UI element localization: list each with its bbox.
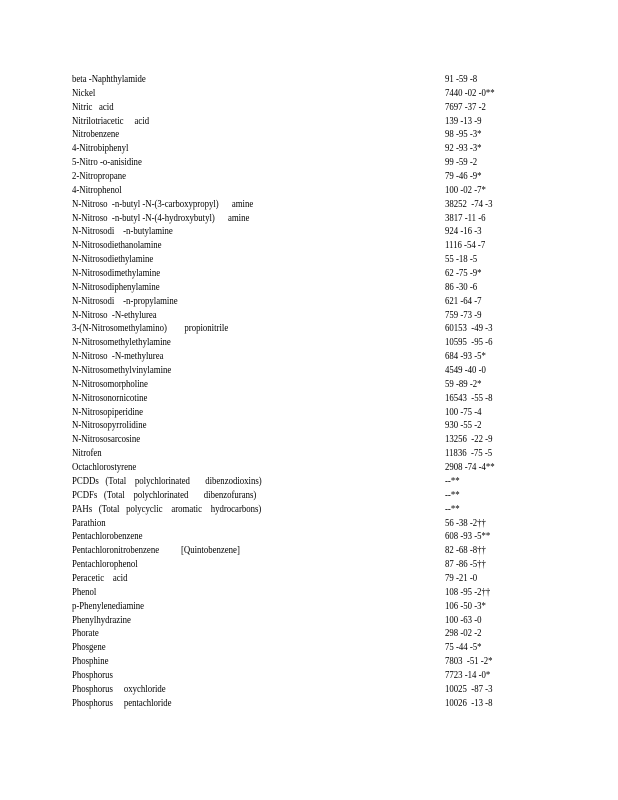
- chemical-name: Nitrofen: [72, 448, 102, 460]
- cas-number: --**: [445, 475, 460, 487]
- cas-number: 108 -95 -2††: [445, 586, 491, 598]
- cas-number: 99 -59 -2: [445, 157, 478, 169]
- chemical-name: N-Nitroso -N-ethylurea: [72, 309, 157, 321]
- cas-number: 4549 -40 -0: [445, 365, 486, 377]
- chemical-name: Phenol: [72, 586, 97, 598]
- cas-number: 87 -86 -5††: [445, 559, 486, 571]
- list-item: [72, 586, 552, 600]
- list-item: [72, 212, 552, 226]
- chemical-name: 3-(N-Nitrosomethylamino) propionitrile: [72, 323, 229, 335]
- chemical-name: Octachlorostyrene: [72, 462, 137, 474]
- cas-number: 92 -93 -3*: [445, 143, 482, 155]
- cas-number: 10026 -13 -8: [445, 697, 493, 709]
- cas-number: 16543 -55 -8: [445, 392, 493, 404]
- chemical-name: beta -Naphthylamide: [72, 74, 146, 85]
- cas-number: --**: [445, 503, 460, 515]
- chemical-name: N-Nitrosodimethylamine: [72, 268, 161, 280]
- list-item: [72, 73, 552, 87]
- cas-number: 79 -46 -9*: [445, 171, 482, 183]
- cas-number: 924 -16 -3: [445, 226, 482, 238]
- list-item: [72, 627, 552, 641]
- chemical-name: Nitrilotriacetic acid: [72, 115, 150, 127]
- list-item: [72, 517, 552, 531]
- chemical-name: Peracetic acid: [72, 572, 128, 584]
- list-item: [72, 198, 552, 212]
- cas-number: 75 -44 -5*: [445, 642, 482, 654]
- cas-number: 7723 -14 -0*: [445, 669, 491, 681]
- list-item: [72, 419, 552, 433]
- cas-number: 62 -75 -9*: [445, 268, 482, 280]
- list-item: [72, 655, 552, 669]
- chemical-name: PAHs (Total polycyclic aromatic hydrocarbons): [72, 503, 262, 515]
- cas-number: 7440 -02 -0**: [445, 87, 495, 99]
- list-item: [72, 669, 552, 683]
- chemical-name: N-Nitrosonornicotine: [72, 392, 148, 404]
- chemical-name: Phosphine: [72, 656, 109, 668]
- list-item: [72, 461, 552, 475]
- chemical-name: Phenylhydrazine: [72, 614, 131, 626]
- chemical-name: 4-Nitrobiphenyl: [72, 143, 129, 155]
- cas-number: 106 -50 -3*: [445, 600, 486, 612]
- list-item: [72, 392, 552, 406]
- cas-number: 100 -75 -4: [445, 406, 482, 418]
- chemical-name: PCDDs (Total polychlorinated dibenzodioxins): [72, 475, 262, 487]
- cas-number: 59 -89 -2*: [445, 378, 482, 390]
- chemical-name: Nitrobenzene: [72, 129, 120, 141]
- cas-number: 91 -59 -8: [445, 74, 478, 85]
- chemical-name: N-Nitrosomethylethylamine: [72, 337, 171, 349]
- chemical-name: Pentachloronitrobenzene [Quintobenzene]: [72, 545, 240, 557]
- list-item: [72, 572, 552, 586]
- cas-number: 608 -93 -5**: [445, 531, 491, 543]
- list-item: [72, 503, 552, 517]
- cas-number: 621 -64 -7: [445, 295, 482, 307]
- chemical-name: 2-Nitropropane: [72, 171, 127, 183]
- chemical-name: Pentachlorophenol: [72, 559, 138, 571]
- list-item: [72, 558, 552, 572]
- list-item: [72, 447, 552, 461]
- list-item: [72, 697, 552, 711]
- cas-number: 1116 -54 -7: [445, 240, 486, 252]
- list-item: [72, 475, 552, 489]
- chemical-name: Phosgene: [72, 642, 106, 654]
- list-item: [72, 309, 552, 323]
- list-item: [72, 544, 552, 558]
- chemical-name: Phosphorus oxychloride: [72, 683, 166, 695]
- cas-number: 13256 -22 -9: [445, 434, 493, 446]
- chemical-name: N-Nitroso -n-butyl -N-(4-hydroxybutyl) amine: [72, 212, 250, 224]
- list-item: [72, 87, 552, 101]
- chemical-name: Parathion: [72, 517, 106, 529]
- cas-number: 100 -02 -7*: [445, 184, 486, 196]
- list-item: [72, 170, 552, 184]
- chemical-name: p-Phenylenediamine: [72, 600, 145, 612]
- list-item: [72, 295, 552, 309]
- list-item: [72, 101, 552, 115]
- cas-number: 11836 -75 -5: [445, 448, 493, 460]
- chemical-name: Phosphorus: [72, 669, 113, 681]
- chemical-name: Nickel: [72, 87, 96, 99]
- cas-number: 759 -73 -9: [445, 309, 482, 321]
- list-item: [72, 614, 552, 628]
- chemical-name: N-Nitrosodiethylamine: [72, 254, 154, 266]
- list-item: [72, 350, 552, 364]
- chemical-name: Nitric acid: [72, 101, 114, 113]
- chemical-name: 5-Nitro -o-anisidine: [72, 157, 142, 169]
- cas-number: 86 -30 -6: [445, 281, 478, 293]
- cas-number: 3817 -11 -6: [445, 212, 486, 224]
- list-item: [72, 239, 552, 253]
- chemical-name: Phorate: [72, 628, 99, 640]
- cas-number: 60153 -49 -3: [445, 323, 493, 335]
- cas-number: 7697 -37 -2: [445, 101, 486, 113]
- list-item: [72, 600, 552, 614]
- cas-number: 79 -21 -0: [445, 572, 478, 584]
- list-item: [72, 489, 552, 503]
- cas-number: 930 -55 -2: [445, 420, 482, 432]
- chemical-name: Pentachlorobenzene: [72, 531, 143, 543]
- list-item: [72, 683, 552, 697]
- list-item: [72, 225, 552, 239]
- chemical-name: Phosphorus pentachloride: [72, 697, 172, 709]
- list-item: [72, 336, 552, 350]
- cas-number: 684 -93 -5*: [445, 351, 486, 363]
- list-item: [72, 364, 552, 378]
- cas-number: 139 -13 -9: [445, 115, 482, 127]
- chemical-name: N-Nitrosomorpholine: [72, 378, 148, 390]
- chemical-name: N-Nitrososarcosine: [72, 434, 141, 446]
- cas-number: 100 -63 -0: [445, 614, 482, 626]
- chemical-name: N-Nitroso -N-methylurea: [72, 351, 164, 363]
- list-item: [72, 184, 552, 198]
- chemical-name: N-Nitrosomethylvinylamine: [72, 365, 172, 377]
- list-item: [72, 406, 552, 420]
- cas-number: 10595 -95 -6: [445, 337, 493, 349]
- list-item: [72, 530, 552, 544]
- cas-number: 298 -02 -2: [445, 628, 482, 640]
- cas-number: 38252 -74 -3: [445, 198, 493, 210]
- cas-number: 7803 -51 -2*: [445, 656, 493, 668]
- list-item: [72, 281, 552, 295]
- chemical-name: PCDFs (Total polychlorinated dibenzofurans): [72, 489, 257, 501]
- cas-number: 56 -38 -2††: [445, 517, 486, 529]
- chemical-name: N-Nitrosopyrrolidine: [72, 420, 147, 432]
- list-item: [72, 641, 552, 655]
- cas-number: 82 -68 -8††: [445, 545, 486, 557]
- list-item: [72, 378, 552, 392]
- list-item: [72, 156, 552, 170]
- cas-number: --**: [445, 489, 460, 501]
- cas-number: 2908 -74 -4**: [445, 462, 495, 474]
- chemical-name: 4-Nitrophenol: [72, 184, 122, 196]
- list-item: [72, 142, 552, 156]
- list-item: [72, 115, 552, 129]
- chemical-name: N-Nitrosodiphenylamine: [72, 281, 160, 293]
- list-item: [72, 267, 552, 281]
- cas-number: 10025 -87 -3: [445, 683, 493, 695]
- chemical-name: N-Nitrosodi -n-propylamine: [72, 295, 178, 307]
- cas-number: 55 -18 -5: [445, 254, 478, 266]
- list-item: [72, 128, 552, 142]
- chemical-list: [72, 73, 552, 711]
- chemical-name: N-Nitroso -n-butyl -N-(3-carboxypropyl) amine: [72, 198, 254, 210]
- list-item: [72, 433, 552, 447]
- list-item: [72, 253, 552, 267]
- chemical-name: N-Nitrosopiperidine: [72, 406, 144, 418]
- chemical-name: N-Nitrosodi -n-butylamine: [72, 226, 173, 238]
- list-item: [72, 322, 552, 336]
- cas-number: 98 -95 -3*: [445, 129, 482, 141]
- chemical-name: N-Nitrosodiethanolamine: [72, 240, 162, 252]
